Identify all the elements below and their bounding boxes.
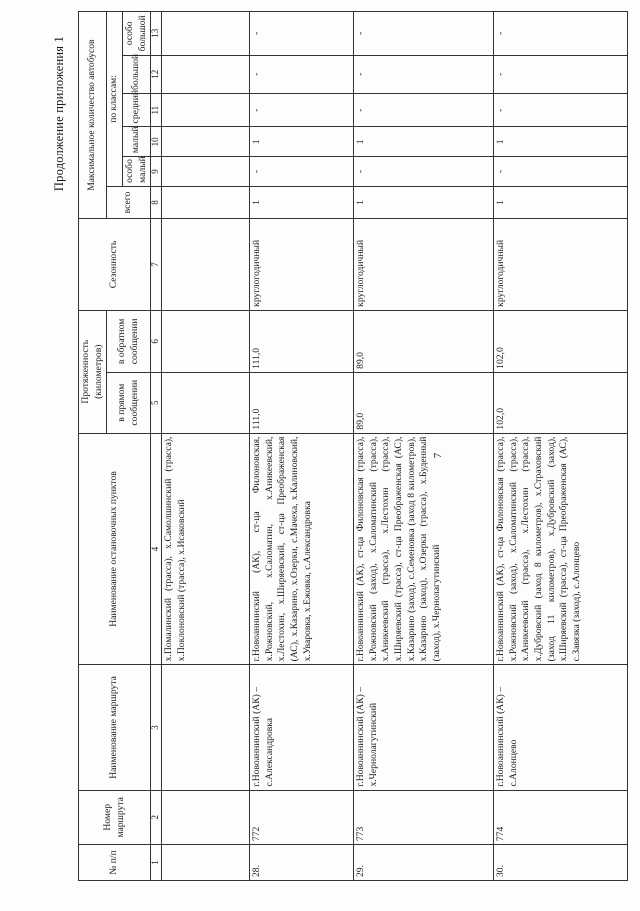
page-number: 7 — [432, 452, 444, 459]
season: круглогодичный — [250, 219, 354, 311]
stops-cell: г.Новоаннинский (АК), ст-ца Филоновская (трасса), х.Рожновский (заход), х.Саломатинский (трасса), х.Аникеевский (трасса), х.Лестохин (трасса), х.Дубровский (заход 8 километров), х.Страховский (заход 11 километров), х.Дубровский (заход), х.Ширяевский (трасса), ст-ца Преображенская (АС), с.Завязка (заход), с.Алонцево — [494, 433, 628, 665]
buses-xs: - — [250, 157, 354, 187]
col-index: 5 — [151, 372, 162, 433]
col-index: 3 — [151, 665, 162, 790]
header-route-number: Номер маршрута — [79, 790, 151, 845]
header-length-back: в обратном сообщении — [107, 310, 151, 372]
buses-m: - — [494, 93, 628, 126]
buses-l: - — [354, 55, 494, 93]
length-forward: 102,0 — [494, 372, 628, 433]
buses-xl: - — [354, 12, 494, 56]
col-index: 10 — [151, 127, 162, 157]
row-num: 30. — [494, 845, 628, 881]
header-max-buses: Максимальное количество автобусов — [79, 12, 107, 219]
routes-table — [78, 11, 628, 881]
route-name: г.Новоаннинский (АК) – с.Александровка — [250, 665, 354, 790]
header-class-xs: особо малый — [122, 157, 150, 187]
buses-total: 1 — [494, 186, 628, 218]
header-by-class: по классам: — [107, 12, 123, 187]
col-index: 2 — [151, 790, 162, 845]
stops-cell: г.Новоаннинский (АК), ст-ца Филоновская (трасса), х.Рожновский (заход), х.Саломатинский (трасса), х.Аникеевский (трасса), х.Лестохин (трасса), х.Ширяевский (трасса), ст-ца Преображенская (АС), х.Казарино (заход), с.Семеновка (заход 8 километров), х.Казарино (заход), х.Озерки (трасса), х.Буденный (заход), х.Чернолагутинский — [354, 433, 494, 665]
col-index: 1 — [151, 845, 162, 881]
col-index: 9 — [151, 157, 162, 187]
buses-s: 1 — [354, 127, 494, 157]
header-class-l: большой — [122, 55, 150, 93]
table-row — [494, 12, 628, 881]
buses-l: - — [250, 55, 354, 93]
buses-xs: - — [354, 157, 494, 187]
buses-total: 1 — [250, 186, 354, 218]
buses-xl: - — [250, 12, 354, 56]
header-class-xl: особо большой — [122, 12, 150, 56]
table-row — [354, 12, 494, 881]
col-index: 11 — [151, 93, 162, 126]
header-length-forward: в прямом сообщении — [107, 372, 151, 433]
route-number: 773 — [354, 790, 494, 845]
buses-s: 1 — [494, 127, 628, 157]
header-class-m: средний — [122, 93, 150, 126]
stops-cell: г.Новоаннинский (АК), ст-ца Филоновская, х.Рожновский, х.Саломатин, х.Аникеевский, х.Лестохин, х.Ширяевский, ст-ца Преображенская (АС), х.Казарино, х.Озерки, с.Мачеха, х.Калиновский, х.Уваровка, х.Ежовка, с.Александровка — [250, 433, 354, 665]
route-name: г.Новоаннинский (АК) – с.Алонцево — [494, 665, 628, 790]
buses-m: - — [354, 93, 494, 126]
table-row-continuation — [162, 12, 250, 881]
length-back: 102,0 — [494, 310, 628, 372]
route-name: г.Новоаннинский (АК) – х.Чернолагутинский — [354, 665, 494, 790]
col-index: 7 — [151, 219, 162, 311]
table-row — [250, 12, 354, 881]
header-stops: Наименование остановочных пунктов — [79, 433, 151, 665]
stops-cell: х.Помалинский (трасса), х.Самолшинский (трасса), х.Поклоновский (трасса), х.Исаковский — [162, 433, 250, 665]
route-number: 774 — [494, 790, 628, 845]
buses-xs: - — [494, 157, 628, 187]
col-index: 13 — [151, 12, 162, 56]
row-num: 29. — [354, 845, 494, 881]
buses-total: 1 — [354, 186, 494, 218]
row-num: 28. — [250, 845, 354, 881]
length-forward: 111,0 — [250, 372, 354, 433]
season: круглогодичный — [354, 219, 494, 311]
buses-l: - — [494, 55, 628, 93]
route-number: 772 — [250, 790, 354, 845]
col-index: 4 — [151, 433, 162, 665]
continuation-caption: Продолжение приложения 1 — [52, 36, 66, 192]
buses-xl: - — [494, 12, 628, 56]
header-season: Сезонность — [79, 219, 151, 311]
header-class-s: малый — [122, 127, 150, 157]
season: круглогодичный — [494, 219, 628, 311]
length-forward: 89,0 — [354, 372, 494, 433]
buses-s: 1 — [250, 127, 354, 157]
length-back: 111,0 — [250, 310, 354, 372]
header-num: № п/п — [79, 845, 151, 881]
header-route-name: Наименование маршрута — [79, 665, 151, 790]
length-back: 89,0 — [354, 310, 494, 372]
col-index: 6 — [151, 310, 162, 372]
column-index-row — [151, 12, 162, 881]
buses-m: - — [250, 93, 354, 126]
col-index: 8 — [151, 186, 162, 218]
header-total: всего — [107, 186, 151, 218]
col-index: 12 — [151, 55, 162, 93]
header-length: Протяженность (километров) — [79, 310, 107, 433]
